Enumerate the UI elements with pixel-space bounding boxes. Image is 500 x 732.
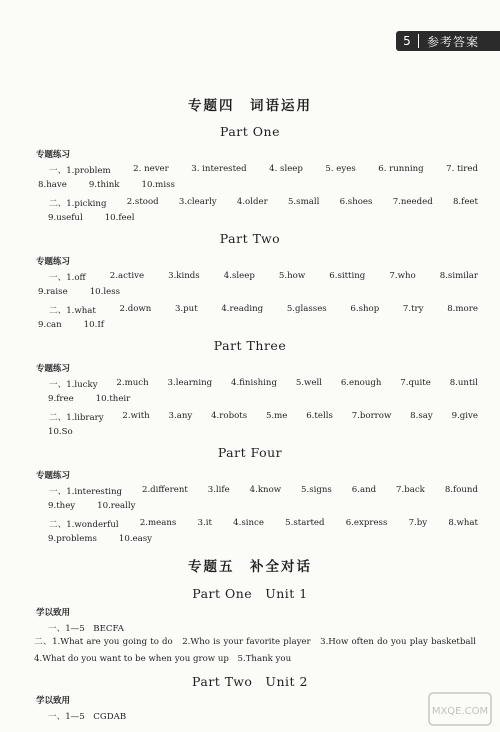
- answer-item: 3.put: [174, 304, 198, 314]
- answer-row: [49, 271, 478, 283]
- answer-item: 2.much: [116, 378, 149, 388]
- answer-item: 6.shop: [350, 304, 380, 314]
- section-title-5: 专题五 补全对话: [188, 559, 312, 575]
- answer-item: 3.learning: [167, 378, 213, 388]
- answer-item: 9.free: [48, 394, 74, 404]
- answer-item: 5.well: [295, 378, 322, 388]
- exercise-label: 专题练习: [36, 471, 71, 481]
- answer-item: 二、1.library: [49, 413, 104, 423]
- answer-row: [48, 710, 488, 722]
- answer-item: 二、1.picking: [49, 199, 107, 209]
- answer-item: 10.miss: [141, 180, 175, 190]
- answer-row: [38, 287, 478, 297]
- answer-item: 一、1—5 BECFA: [48, 624, 124, 634]
- answer-item: 4.robots: [211, 411, 248, 421]
- answer-row: [49, 197, 478, 209]
- section-title-4: 专题四 词语运用: [188, 98, 312, 114]
- answer-item: 2.with: [122, 411, 150, 421]
- answer-item: 7.back: [396, 485, 425, 495]
- answer-item: 9.can: [38, 320, 62, 330]
- answer-item: 3.kinds: [168, 271, 200, 281]
- answer-item: 2. never: [133, 164, 169, 174]
- answer-item: 3.it: [197, 518, 212, 528]
- exercise-label: 学以致用: [36, 696, 71, 706]
- answer-row: [38, 320, 478, 330]
- answer-row: [38, 180, 478, 190]
- answer-item: 2.stood: [126, 197, 159, 207]
- answer-item: 4.know: [249, 485, 282, 495]
- answer-item: 10.really: [97, 501, 136, 511]
- answer-item: 3.life: [207, 485, 230, 495]
- answer-item: 10.easy: [118, 534, 153, 544]
- answer-item: 9.they: [48, 501, 76, 511]
- answer-item: 2.means: [139, 518, 177, 528]
- answer-item: 7.by: [408, 518, 428, 528]
- answer-item: 4.reading: [221, 304, 264, 314]
- answer-item: 一、1.off: [49, 273, 86, 283]
- answer-item: 一、1.interesting: [49, 487, 123, 497]
- answer-item: 二、1.what: [49, 306, 96, 316]
- answer-item: 9.useful: [48, 213, 83, 223]
- part-title: Part One Unit 1: [192, 586, 308, 601]
- answer-item: 8.feet: [452, 197, 478, 207]
- answer-row: [48, 427, 488, 437]
- exercise-label: 学以致用: [36, 608, 71, 618]
- header-title: 参考答案: [427, 34, 480, 49]
- answer-item: 2.different: [141, 485, 188, 495]
- answer-item: 二、1.wonderful: [49, 520, 119, 530]
- answer-row: [49, 518, 478, 530]
- answer-item: 5.small: [287, 197, 320, 207]
- answer-item: 7. tired: [446, 164, 478, 174]
- answer-item: 8.found: [444, 485, 478, 495]
- answer-row: [49, 164, 478, 176]
- answer-row: [49, 411, 478, 423]
- answer-item: 2.active: [109, 271, 145, 281]
- answer-item: 8.similar: [439, 271, 478, 281]
- answer-row: [49, 378, 478, 390]
- answer-item: 9.raise: [38, 287, 68, 297]
- watermark-text: MXQE.COM: [431, 706, 489, 717]
- answer-item: 4.since: [233, 518, 264, 528]
- answer-row: [48, 501, 488, 511]
- answer-item: 8.have: [38, 180, 67, 190]
- answer-item: 7.quite: [400, 378, 431, 388]
- answer-item: 5.started: [285, 518, 325, 528]
- answer-item: 8.what: [448, 518, 478, 528]
- answer-row: [48, 213, 488, 223]
- answer-row: [48, 622, 488, 634]
- answer-item: 9.think: [88, 180, 120, 190]
- answer-item: 2.down: [119, 304, 152, 314]
- answer-item: 8.more: [447, 304, 478, 314]
- answer-item: 4.sleep: [223, 271, 255, 281]
- answer-item: 8.say: [410, 411, 433, 421]
- answer-item: 4. sleep: [269, 164, 303, 174]
- answer-item: 6.tells: [306, 411, 333, 421]
- answer-row: [49, 304, 478, 316]
- answer-item: 6.enough: [340, 378, 382, 388]
- answer-item: 5.glasses: [286, 304, 327, 314]
- answer-item: 6.and: [351, 485, 377, 495]
- answer-item: 3. interested: [191, 164, 247, 174]
- part-title: Part Four: [217, 445, 283, 460]
- answer-item: 5.how: [278, 271, 306, 281]
- answer-item: 7.try: [402, 304, 424, 314]
- answer-item: 6. running: [378, 164, 424, 174]
- answer-item: 10.their: [95, 394, 131, 404]
- answer-item: 10.So: [48, 427, 73, 437]
- exercise-label: 专题练习: [36, 257, 71, 267]
- answer-item: 一、1.lucky: [49, 380, 98, 390]
- answer-item: 4.older: [236, 197, 268, 207]
- answer-item: 3.any: [168, 411, 193, 421]
- part-title: Part Two Unit 2: [192, 674, 308, 689]
- answer-item: 4.finishing: [231, 378, 277, 388]
- answer-item: 10.If: [83, 320, 104, 330]
- answer-item: 5. eyes: [325, 164, 356, 174]
- answer-row: [48, 534, 488, 544]
- answer-paragraph: 二、1.What are you going to do 2.Who is your favorite player 3.How often do you play basketball 4.What do you want to be when you grow up 5.Thank you: [34, 637, 485, 664]
- answer-item: 5.me: [265, 411, 288, 421]
- answer-item: 一、1.problem: [49, 166, 111, 176]
- answer-item: 10.less: [89, 287, 121, 297]
- page-number: 5: [396, 34, 419, 48]
- answer-item: 3.clearly: [178, 197, 217, 207]
- answer-item: 10.feel: [104, 213, 135, 223]
- answer-item: 7.needed: [392, 197, 433, 207]
- part-title: Part One: [220, 124, 280, 139]
- part-title: Part Three: [213, 338, 287, 353]
- answer-item: 9.problems: [48, 534, 97, 544]
- answer-item: 9.give: [451, 411, 478, 421]
- answer-item: 6.shoes: [339, 197, 373, 207]
- watermark-logo: [428, 692, 492, 726]
- exercise-label: 专题练习: [36, 364, 71, 374]
- answer-row: [49, 485, 478, 497]
- answer-item: 一、1—5 CGDAB: [48, 712, 127, 722]
- answer-item: 6.express: [345, 518, 388, 528]
- answer-item: 7.who: [389, 271, 416, 281]
- page-header: [396, 31, 500, 51]
- part-title: Part Two: [219, 231, 281, 246]
- answer-item: 8.until: [449, 378, 478, 388]
- answer-item: 7.borrow: [351, 411, 392, 421]
- answer-item: 6.sitting: [329, 271, 366, 281]
- answer-row: [48, 394, 488, 404]
- exercise-label: 专题练习: [36, 150, 71, 160]
- answer-item: 5.signs: [301, 485, 332, 495]
